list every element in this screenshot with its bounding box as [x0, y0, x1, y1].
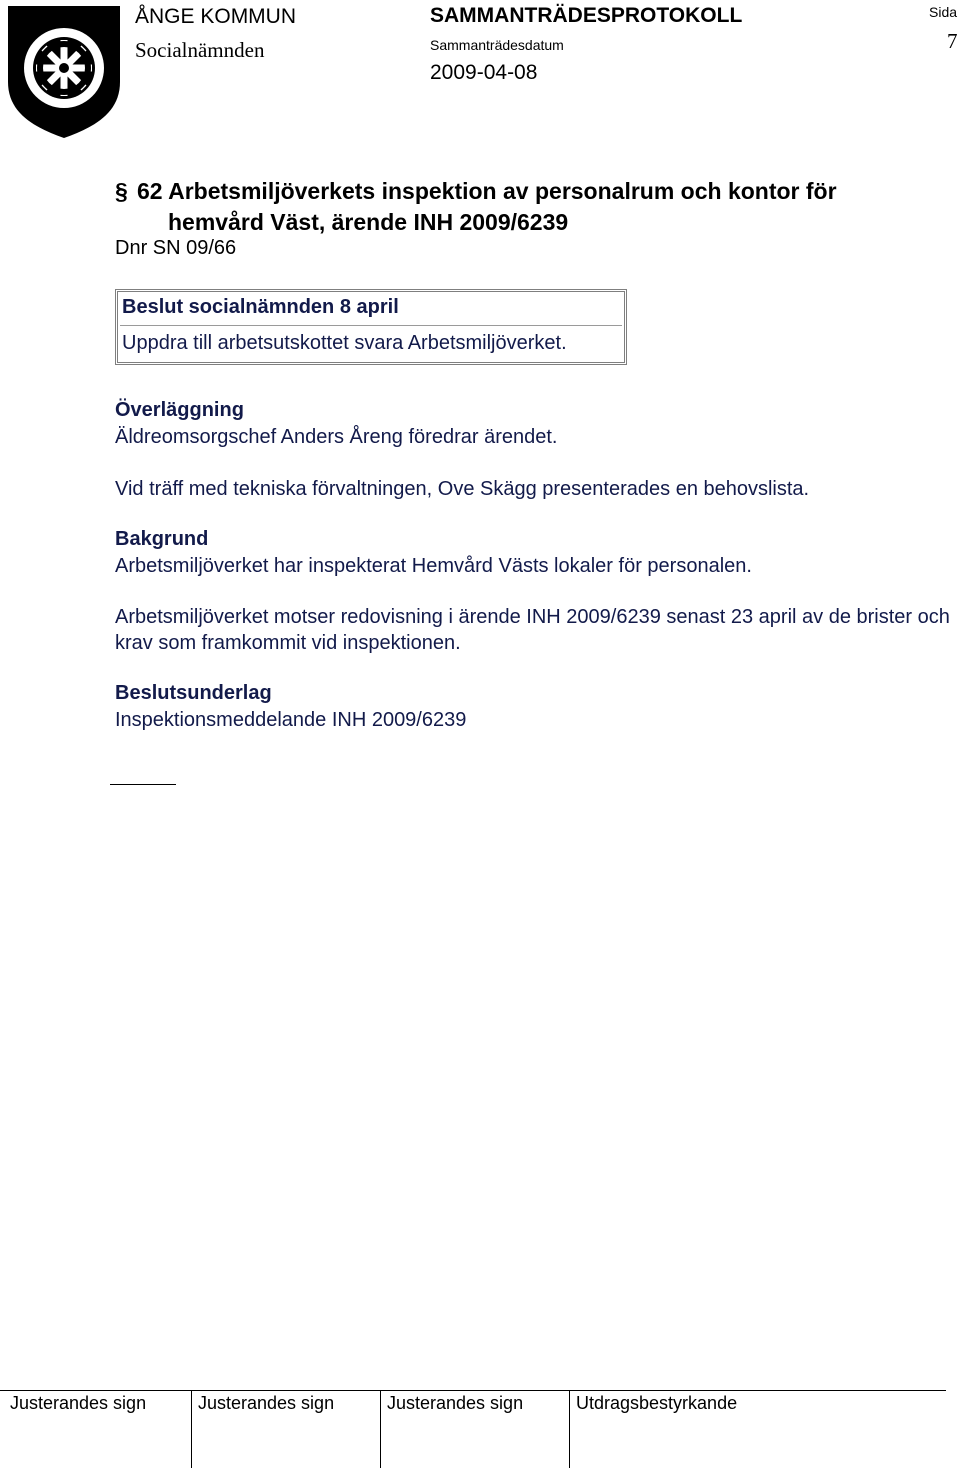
background-para2: Arbetsmiljöverket motser redovisning i ärende INH 2009/6239 senast 23 april av de brister och krav som framkommit vid inspektionen.	[115, 606, 950, 654]
paragraph-symbol: §	[115, 178, 128, 204]
footer-extract-certified: Utdragsbestyrkande	[576, 1393, 738, 1413]
organization-name: ÅNGE KOMMUN	[135, 5, 297, 28]
page-label: Sida	[929, 4, 958, 20]
footer-adjuster-sign-1: Justerandes sign	[10, 1393, 147, 1413]
document-type: SAMMANTRÄDESPROTOKOLL	[430, 4, 743, 27]
decision-text: Uppdra till arbetsutskottet svara Arbetsmiljöverket.	[122, 332, 567, 354]
deliberation-line2: Vid träff med tekniska förvaltningen, Ove Skägg presenterades en behovslista.	[115, 478, 810, 500]
footer-rule	[0, 1390, 946, 1391]
diary-number: Dnr SN 09/66	[115, 237, 237, 259]
meeting-date-label: Sammanträdesdatum	[430, 37, 564, 53]
background-heading: Bakgrund	[115, 528, 209, 550]
footer-divider	[191, 1391, 192, 1468]
basis-heading: Beslutsunderlag	[115, 682, 272, 704]
decision-heading: Beslut socialnämnden 8 april	[122, 296, 399, 318]
basis-text: Inspektionsmeddelande INH 2009/6239	[115, 709, 467, 731]
committee-name: Socialnämnden	[135, 38, 265, 62]
footer-adjuster-sign-2: Justerandes sign	[198, 1393, 335, 1413]
meeting-date: 2009-04-08	[430, 61, 538, 84]
decision-divider	[120, 325, 622, 326]
page-number: 7	[947, 29, 958, 53]
footer-divider	[569, 1391, 570, 1468]
municipal-crest-logo	[6, 4, 122, 140]
deliberation-line1: Äldreomsorgschef Anders Åreng föredrar ärendet.	[115, 426, 558, 448]
item-title-line2: hemvård Väst, ärende INH 2009/6239	[168, 209, 569, 235]
deliberation-heading: Överläggning	[115, 399, 244, 421]
signature-line	[110, 784, 176, 785]
item-heading	[115, 176, 945, 238]
background-para1: Arbetsmiljöverket har inspekterat Hemvård Västs lokaler för personalen.	[115, 555, 752, 577]
item-title-line1: 62 Arbetsmiljöverkets inspektion av personalrum och kontor för	[137, 178, 837, 204]
footer-adjuster-sign-3: Justerandes sign	[387, 1393, 524, 1413]
decision-box	[115, 289, 627, 365]
footer-divider	[380, 1391, 381, 1468]
